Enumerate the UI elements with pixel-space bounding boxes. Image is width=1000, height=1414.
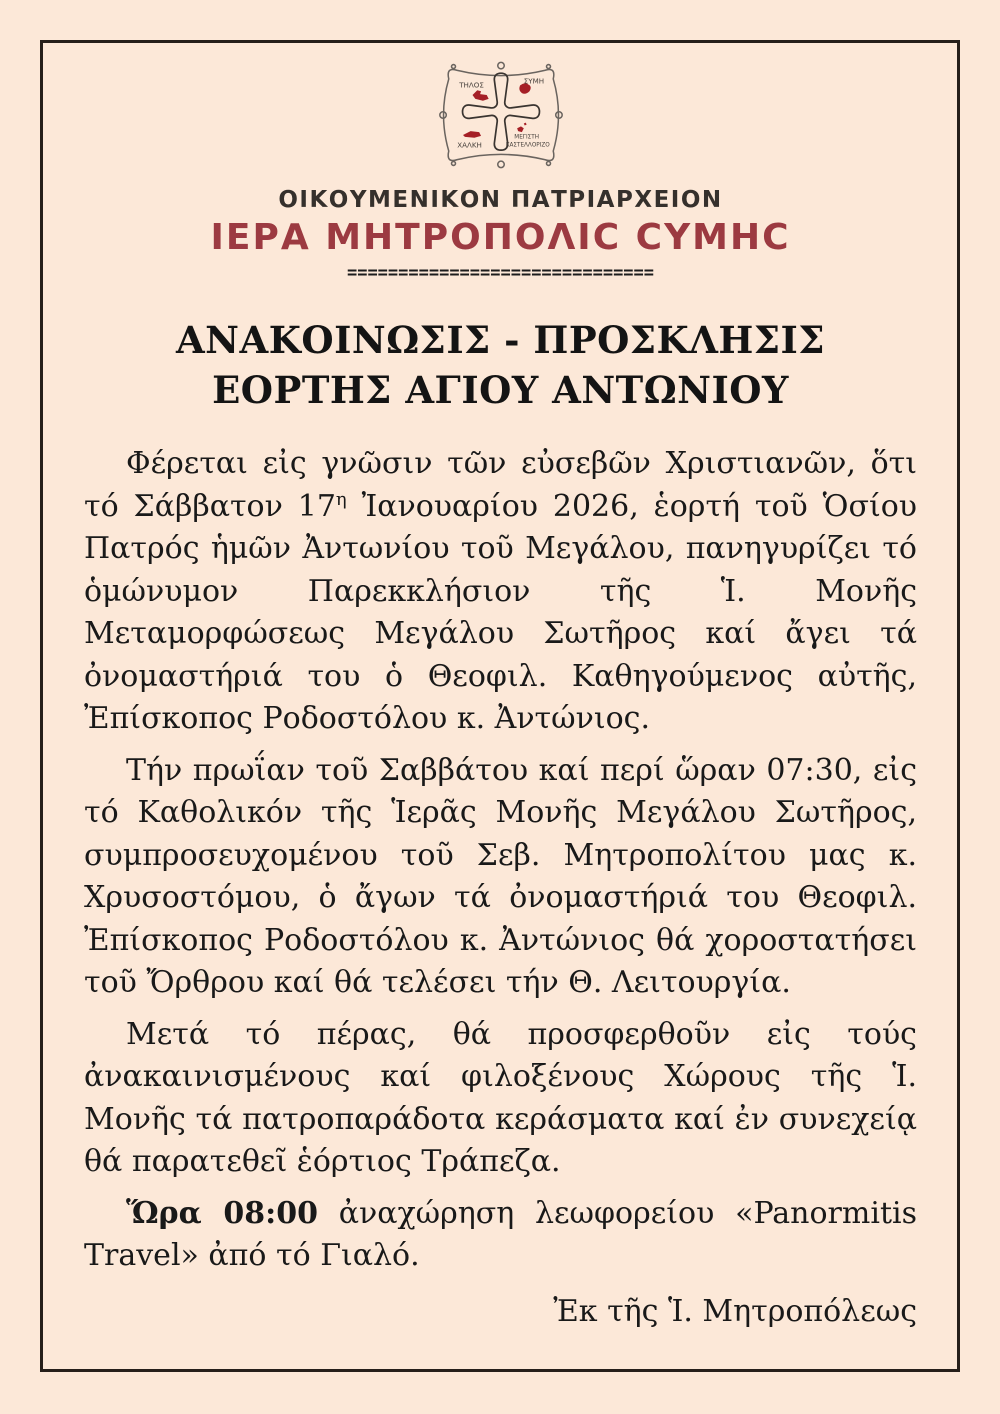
title-line-1: ΑΝΑΚΟΙΝΩΣΙΣ - ΠΡΟΣΚΛΗΣΙΣ	[175, 318, 826, 362]
paragraph-reception-details: Μετά τό πέρας, θά προσφερθοῦν εἰς τούς ἀνακαινισμένους καί φιλοξένους Χώρους τῆς Ἱ. Μονῆς τά πατροπαράδοτα κεράσματα καί ἐν συνεχείᾳ θά παρατεθεῖ ἑόρτιος Τράπεζα.	[84, 1016, 917, 1179]
island-label-megisti: ΜΕΓΙΣΤΗ	[513, 134, 539, 141]
island-label-tilos: ΤΗΛΟΣ	[458, 80, 484, 90]
paragraph-bus-departure	[84, 1193, 917, 1278]
island-label-chalki: ΧΑΛΚΗ	[456, 140, 482, 150]
signoff-from-metropolis: Ἐκ τῆς Ἱ. Μητροπόλεως	[553, 1293, 917, 1329]
paragraph-feast-announcement	[84, 443, 917, 741]
separator-line: ==============================	[346, 263, 655, 283]
paragraph-service-details: Τήν πρωΐαν τοῦ Σαββάτου καί περί ὥραν 07:30, εἰς τό Καθολικόν τῆς Ἱερᾶς Μονῆς Μεγάλου Σωτῆρος, συμπροσευχομένου τοῦ Σεβ. Μητροπολίτου μας κ. Χρυσοστόμου, ὁ ἄγων τά ὀνομαστήριά του Θεοφιλ. Ἐπίσκοπος Ροδοστόλου κ. Ἀντώνιος θά χοροστατήσει τοῦ Ὄρθρου καί θά τελέσει τήν Θ. Λειτουργία.	[84, 752, 917, 1000]
announcement-body	[84, 443, 917, 1278]
departure-time: Ὥρα 08:00	[126, 1195, 318, 1231]
cross-islands-emblem-icon	[425, 55, 577, 175]
title-line-2: ΕΟΡΤΗΣ ΑΓΙΟΥ ΑΝΤΩΝΙΟΥ	[212, 368, 789, 412]
announcement-title	[84, 315, 917, 415]
p1-text: Φέρεται εἰς γνῶσιν τῶν εὐσεβῶν Χριστιανῶν, ὅτι τό Σάββατον 17	[84, 446, 917, 524]
metropolis-emblem	[84, 55, 917, 179]
island-label-kastellorizo: ΚΑΣΤΕΛΛΟΡΙΖΟ	[505, 142, 550, 149]
p1-text-continued: Ἰανουαρίου 2026, ἑορτή τοῦ Ὁσίου Πατρός ἡμῶν Ἀντωνίου τοῦ Μεγάλου, πανηγυρίζει τό ὁμώνυμον Παρεκκλήσιον τῆς Ἱ. Μονῆς Μεταμορφώσεως Μεγάλου Σωτῆρος καί ἄγει τά ὀνομαστήριά του ὁ Θεοφιλ. Καθηγούμενος αὐτῆς, Ἐπίσκοπος Ροδοστόλου κ. Ἀντώνιος.	[84, 488, 918, 736]
metropolis-heading: ΙΕΡΑ ΜΗΤΡΟΠΟΛΙϹ ϹΥΜΗϹ	[210, 217, 791, 258]
departure-text: ἀναχώρηση λεωφορείου «Panormitis Travel» ἀπό τό Γιαλό.	[84, 1195, 917, 1273]
date-ordinal-superscript: η	[335, 488, 347, 510]
patriarchate-heading: ΟΙΚΟΥΜΕΝΙΚΟΝ ΠΑΤΡΙΑΡΧΕΙΟΝ	[278, 187, 723, 213]
island-label-symi: ΣΥΜΗ	[523, 76, 544, 86]
document-border-frame	[40, 40, 960, 1372]
